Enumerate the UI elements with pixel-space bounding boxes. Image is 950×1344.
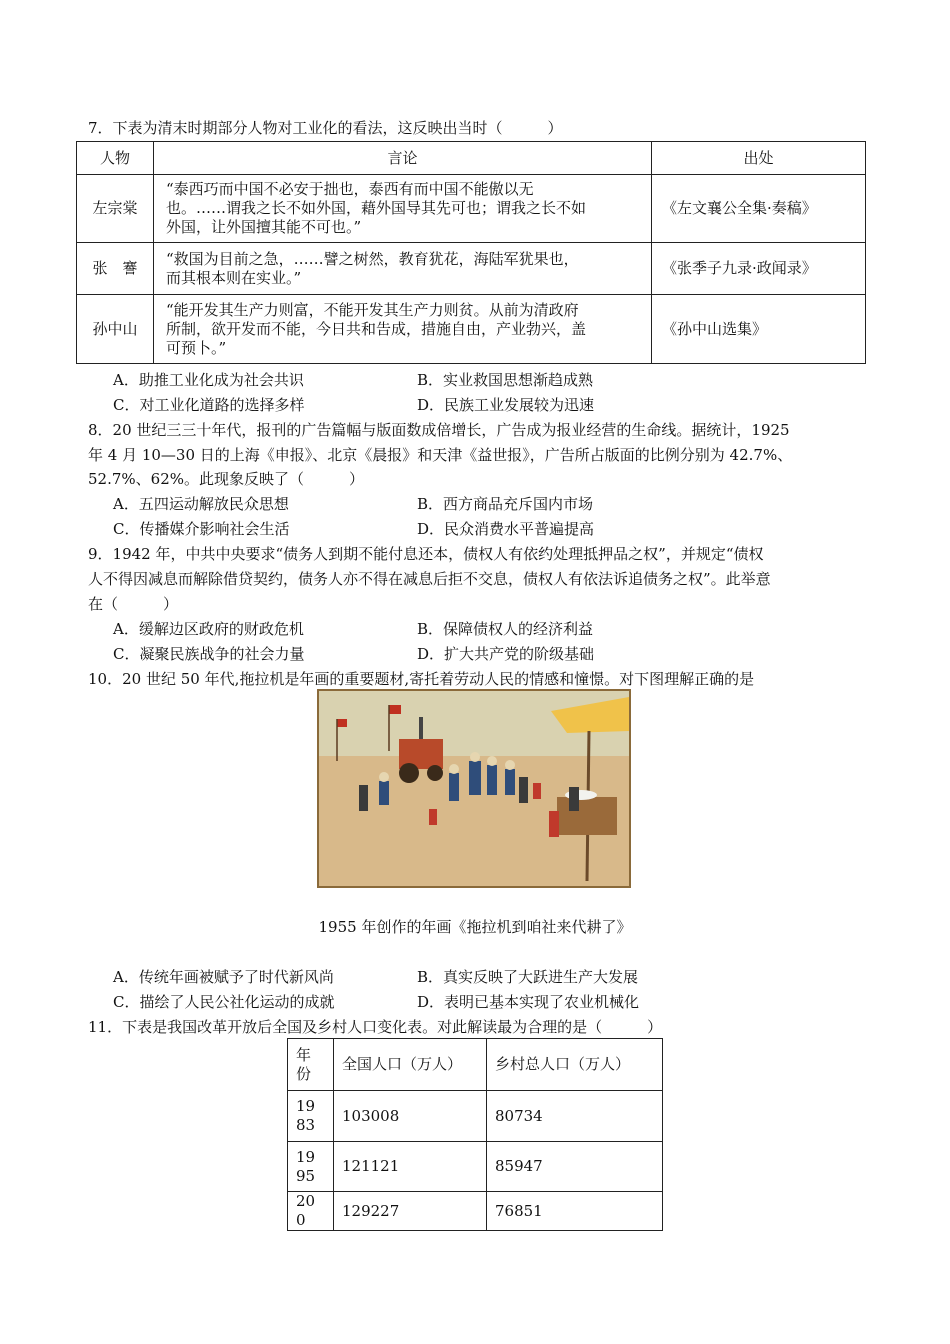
q9-stem-line: 在（ ） <box>88 595 179 613</box>
q11-year-cell <box>288 1142 334 1192</box>
tractor-painting-illustration <box>319 691 629 886</box>
q7-speech-line: 外国，让外国擅其能不可也。” <box>166 218 362 236</box>
q11-population-table <box>287 1038 663 1231</box>
q7-speech <box>154 175 652 243</box>
q9-stem-line: 9．1942 年，中共中央要求“债务人到期不能付息还本，债权人有依约处理抵押品之权”，并规定“债权 <box>88 545 764 563</box>
q11-rural-cell: 76851 <box>487 1192 663 1231</box>
q10-stem: 10．20 世纪 50 年代,拖拉机是年画的重要题材,寄托着劳动人民的情感和憧憬。对下图理解正确的是 <box>88 670 755 688</box>
q11-header-row <box>288 1039 663 1091</box>
q7-option-c[interactable]: C．对工业化道路的选择多样 <box>113 396 305 414</box>
table-row <box>288 1091 663 1142</box>
q9-option-a[interactable]: A．缓解边区政府的财政危机 <box>113 620 304 638</box>
q7-person: 孙中山 <box>77 295 154 364</box>
q11-year: 1995 <box>296 1147 316 1185</box>
q8-option-a[interactable]: A．五四运动解放民众思想 <box>113 495 289 513</box>
q11-stem: 11．下表是我国改革开放后全国及乡村人口变化表。对此解读最为合理的是（ ） <box>88 1018 663 1036</box>
q7-person: 张 謇 <box>77 243 154 295</box>
q7-row <box>77 295 866 364</box>
q7-speech-line: 也。……谓我之长不如外国，藉外国导其先可也；谓我之长不如 <box>166 199 587 217</box>
q11-header-national: 全国人口（万人） <box>334 1039 487 1091</box>
q11-national-cell: 103008 <box>334 1091 487 1142</box>
q9-option-b[interactable]: B．保障债权人的经济利益 <box>417 620 594 638</box>
q8-stem-line: 年 4 月 10—30 日的上海《申报》、北京《晨报》和天津《益世报》，广告所占版面的比例分别为 42.7%、 <box>88 446 793 464</box>
q7-speech-line: 所制，欲开发而不能，今日共和告成，措施自由，产业勃兴，盖 <box>166 319 587 338</box>
q8-option-c[interactable]: C．传播媒介影响社会生活 <box>113 520 290 538</box>
q9-stem-line: 人不得因减息而解除借贷契约，债务人亦不得在减息后拒不交息，债权人有依法诉追债务之权”。此举意 <box>88 570 771 588</box>
q7-speech <box>154 295 652 364</box>
table-row <box>288 1142 663 1192</box>
q7-speech <box>154 243 652 295</box>
painting-caption: 1955 年创作的年画《拖拉机到咱社来代耕了》 <box>318 918 632 936</box>
q11-year: 1983 <box>296 1097 316 1134</box>
q11-rural-cell: 80734 <box>487 1091 663 1142</box>
q7-option-b[interactable]: B．实业救国思想渐趋成熟 <box>417 371 594 389</box>
q7-source: 《张季子九录·政闻录》 <box>652 243 866 295</box>
q7-option-a[interactable]: A．助推工业化成为社会共识 <box>113 371 304 389</box>
q7-speech-line: “泰西巧而中国不必安于拙也，泰西有而中国不能傲以无 <box>166 180 534 198</box>
q11-year-cell <box>288 1091 334 1142</box>
new-year-painting-image <box>317 689 631 888</box>
q7-speech-line: 而其根本则在实业。” <box>166 268 302 287</box>
q8-stem-line: 8．20 世纪三三十年代，报刊的广告篇幅与版面数成倍增长，广告成为报业经营的生命线。据统计，1925 <box>88 421 790 439</box>
q8-stem-line: 52.7%、62%。此现象反映了（ ） <box>88 470 364 488</box>
q7-row <box>77 243 866 295</box>
q10-option-c[interactable]: C．描绘了人民公社化运动的成就 <box>113 993 335 1011</box>
q11-rural-cell: 85947 <box>487 1142 663 1192</box>
q7-source: 《左文襄公全集·奏稿》 <box>652 175 866 243</box>
q11-year-cell <box>288 1192 334 1231</box>
q7-speech-line: “能开发其生产力则富，不能开发其生产力则贫。从前为清政府 <box>166 300 579 319</box>
q10-option-b[interactable]: B．真实反映了大跃进生产大发展 <box>417 968 639 986</box>
q7-option-d[interactable]: D．民族工业发展较为迅速 <box>417 396 595 414</box>
q7-header-source: 出处 <box>652 142 866 175</box>
q7-header-person: 人物 <box>77 142 154 175</box>
q8-option-b[interactable]: B．西方商品充斥国内市场 <box>417 495 594 513</box>
q8-option-d[interactable]: D．民众消费水平普遍提高 <box>417 520 595 538</box>
q9-option-c[interactable]: C．凝聚民族战争的社会力量 <box>113 645 305 663</box>
q11-header-rural: 乡村总人口（万人） <box>487 1039 663 1091</box>
q7-source: 《孙中山选集》 <box>652 295 866 364</box>
q9-option-d[interactable]: D．扩大共产党的阶级基础 <box>417 645 595 663</box>
q11-year: 200 <box>296 1192 316 1229</box>
q7-table <box>76 141 866 364</box>
q11-national-cell: 129227 <box>334 1192 487 1231</box>
q7-row <box>77 175 866 243</box>
q7-speech-line: “救国为目前之急，……譬之树然，教育犹花，海陆军犹果也， <box>166 249 579 268</box>
q11-national-cell: 121121 <box>334 1142 487 1192</box>
q11-header-year <box>288 1039 334 1091</box>
q11-header-year-text: 年份 <box>296 1045 312 1083</box>
q7-header-speech: 言论 <box>154 142 652 175</box>
table-row <box>288 1192 663 1231</box>
q7-person: 左宗棠 <box>77 175 154 243</box>
q10-option-d[interactable]: D．表明已基本实现了农业机械化 <box>417 993 640 1011</box>
q7-stem: 7．下表为清末时期部分人物对工业化的看法，这反映出当时（ ） <box>88 119 563 137</box>
q10-option-a[interactable]: A．传统年画被赋予了时代新风尚 <box>113 968 334 986</box>
q7-speech-line: 可预卜。” <box>166 338 227 357</box>
